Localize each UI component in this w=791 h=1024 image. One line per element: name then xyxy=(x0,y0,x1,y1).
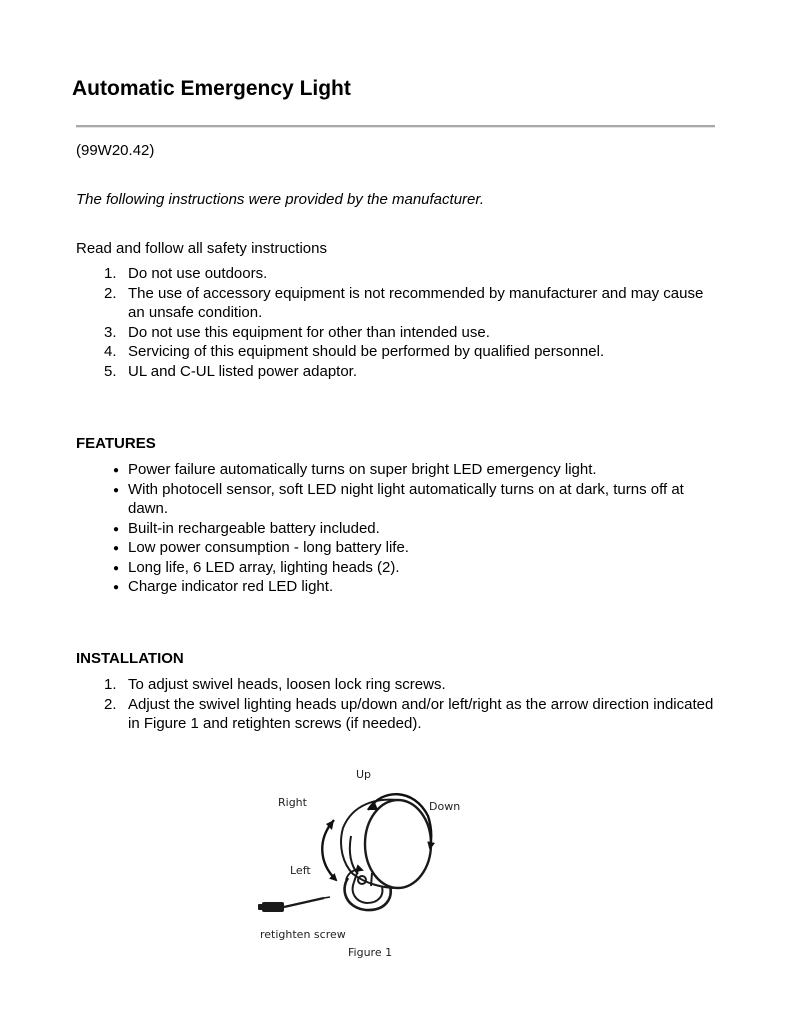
list-number: 3. xyxy=(104,323,117,341)
list-item-text: Charge indicator red LED light. xyxy=(128,578,334,595)
swivel-lamp-head-icon xyxy=(341,800,431,910)
safety-intro: Read and follow all safety instructions xyxy=(76,240,327,257)
bullet-icon: ● xyxy=(113,484,120,496)
list-item xyxy=(76,695,716,734)
list-item xyxy=(76,558,716,578)
bullet-icon: ● xyxy=(113,582,120,593)
up-down-arrow xyxy=(368,794,431,848)
list-number: 1. xyxy=(104,676,117,693)
swivel-adjust-diagram xyxy=(250,758,480,968)
list-item-text: Do not use outdoors. xyxy=(128,265,268,282)
list-item xyxy=(76,264,716,284)
list-item-text: Do not use this equipment for other than intended use. xyxy=(128,323,490,341)
list-item xyxy=(76,342,716,362)
bullet-icon: ● xyxy=(113,562,120,574)
list-item xyxy=(76,284,716,323)
figure-caption: Figure 1 xyxy=(348,946,393,959)
list-item xyxy=(76,577,716,597)
list-item-text: To adjust swivel heads, loosen lock ring screws. xyxy=(128,676,446,693)
label-retighten-screw: retighten screw xyxy=(260,928,346,941)
list-number: 4. xyxy=(104,343,117,360)
list-item-text: With photocell sensor, soft LED night light automatically turns on at dark, turns off at dawn. xyxy=(128,480,684,517)
features-heading: FEATURES xyxy=(76,435,156,452)
bullet-icon: ● xyxy=(113,465,120,476)
list-item-text: Built-in rechargeable battery included. xyxy=(128,519,380,537)
label-down: Down xyxy=(429,800,461,813)
manufacturer-note: The following instructions were provided by the manufacturer. xyxy=(76,191,484,208)
list-item xyxy=(76,460,716,480)
list-item-text: The use of accessory equipment is not recommended by manufacturer and may cause an unsafe condition. xyxy=(128,284,704,321)
list-item-text: Servicing of this equipment should be performed by qualified personnel. xyxy=(128,343,605,360)
bullet-icon: ● xyxy=(113,523,120,535)
left-right-arrow xyxy=(322,820,336,880)
label-left: Left xyxy=(290,864,311,877)
installation-heading: INSTALLATION xyxy=(76,650,184,667)
list-number: 1. xyxy=(104,265,117,282)
features-list xyxy=(76,460,716,597)
list-item-text: Power failure automatically turns on super bright LED emergency light. xyxy=(128,461,597,478)
screwdriver-icon xyxy=(258,897,330,912)
title-divider xyxy=(76,125,715,128)
figure-1 xyxy=(250,758,480,968)
list-item xyxy=(76,675,716,695)
safety-list xyxy=(76,264,716,381)
list-number: 5. xyxy=(104,362,117,380)
list-item-text: Long life, 6 LED array, lighting heads (2). xyxy=(128,558,400,576)
list-item xyxy=(76,362,716,382)
label-up: Up xyxy=(356,768,372,781)
page-title: Automatic Emergency Light xyxy=(72,77,351,100)
list-item-text: Adjust the swivel lighting heads up/down and/or left/right as the arrow direction indicated in Figure 1 and retighten screws (if needed). xyxy=(128,695,714,732)
list-number: 2. xyxy=(104,695,117,713)
list-item-text: Low power consumption - long battery life. xyxy=(128,539,409,556)
list-number: 2. xyxy=(104,284,117,302)
list-item xyxy=(76,480,716,519)
list-item xyxy=(76,519,716,539)
list-item xyxy=(76,538,716,558)
list-item-text: UL and C-UL listed power adaptor. xyxy=(128,362,358,380)
list-item xyxy=(76,323,716,343)
label-right: Right xyxy=(278,796,307,809)
installation-list xyxy=(76,675,716,734)
document-code: (99W20.42) xyxy=(76,142,155,159)
bullet-icon: ● xyxy=(113,543,120,554)
